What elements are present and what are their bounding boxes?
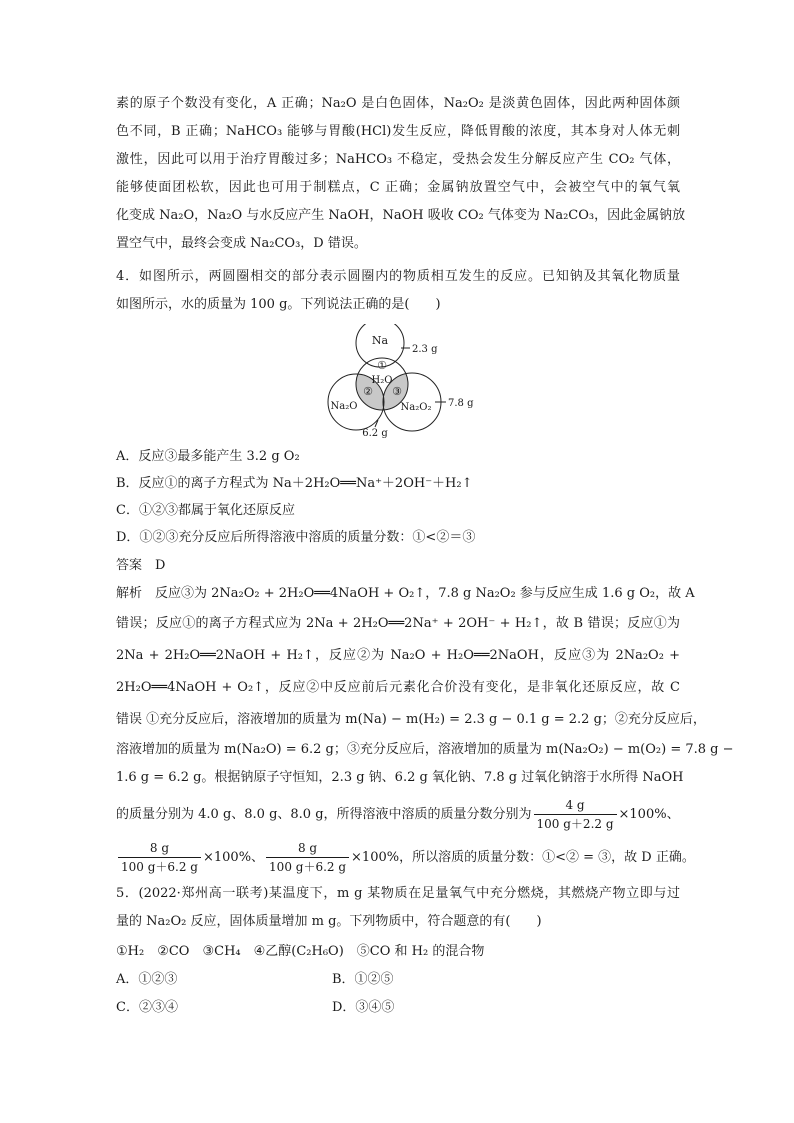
q5-option-c: C．②③④ [116,1000,178,1015]
na-mass-label: 2.3 g [412,344,438,355]
na2o2-mass-label: 7.8 g [448,398,474,409]
q5-items: ①H₂ ②CO ③CH₄ ④乙醇(C₂H₆O) ⑤CO 和 H₂ 的混合物 [116,944,485,959]
q4-analysis-line: 解析 反应③为 2Na₂O₂ + 2H₂O══4NaOH + O₂↑，7.8 g Na₂O₂ 参与反应生成 1.6 g O₂，故 A [116,586,695,601]
q4-stem-line: 4．如图所示，两圆圈相交的部分表示圆圈内的物质相互发生的反应。已知钠及其氧化物质量 [116,269,680,284]
fraction-denominator: 100 g＋2.2 g [536,817,614,831]
prev-solution-line: 素的原子个数没有变化，A 正确；Na₂O 是白色固体，Na₂O₂ 是淡黄色固体，因此两种固体颜 [116,96,680,111]
fraction-numerator: 8 g [266,841,349,858]
q4-mass-fraction-line [116,797,680,833]
mass-text: 的质量分别为 4.0 g、8.0 g、8.0 g，所得溶液中溶质的质量分数分别为 [116,807,532,822]
q4-stem-line: 如图所示，水的质量为 100 g。下列说法正确的是( ) [116,297,441,312]
prev-solution-line: 化变成 Na₂O，Na₂O 与水反应产生 NaOH，NaOH 吸收 CO₂ 气体变为 Na₂CO₃，因此金属钠放 [116,208,686,223]
prev-solution-line: 能够使面团松软，因此也可用于制糕点，C 正确；金属钠放置空气中，会被空气中的氧气氧 [116,180,680,195]
q5-option-a: A．①②③ [116,972,178,987]
fraction-denominator: 100 g＋6.2 g [269,860,347,874]
fraction-numerator: 8 g [118,841,201,858]
na2o2-label: Na₂O₂ [400,402,432,413]
percent-text: ×100%、 [618,807,680,822]
q4-analysis-line: 2Na + 2H₂O══2NaOH + H₂↑，反应②为 Na₂O + H₂O══2NaOH，反应③为 2Na₂O₂ + [116,648,680,663]
percent-text: ×100%、 [202,850,265,865]
q4-analysis-line: 错误 ①充分反应后，溶液增加的质量为 m(Na) − m(H₂) = 2.3 g − 0.1 g = 2.2 g；②充分反应后， [116,712,706,727]
reaction-3-label: ③ [392,385,402,398]
h2o-label: H₂O [371,375,393,386]
q4-option-d: D．①②③充分反应后所得溶液中溶质的质量分数：①<②＝③ [116,530,476,545]
na2o-mass-label: 6.2 g [362,428,388,439]
venn-diagram [318,324,478,439]
fraction-numerator: 4 g [534,798,617,815]
q4-fraction-line [116,840,695,876]
q4-option-a: A．反应③最多能产生 3.2 g O₂ [116,449,300,464]
q5-stem-line: 量的 Na₂O₂ 反应，固体质量增加 m g。下列物质中，符合题意的有( ) [116,914,542,929]
fraction-na [534,798,617,831]
q4-option-c: C．①②③都属于氧化还原反应 [116,503,295,518]
q4-answer: 答案 D [116,558,166,573]
reaction-1-label: ① [377,359,387,372]
q4-option-b: B．反应①的离子方程式为 Na＋2H₂O══Na⁺＋2OH⁻＋H₂↑ [116,476,473,491]
q5-option-b: B．①②⑤ [332,972,394,987]
prev-solution-line: 置空气中，最终会变成 Na₂CO₃，D 错误。 [116,236,367,251]
q4-analysis-line: 1.6 g = 6.2 g。根据钠原子守恒知，2.3 g 钠、6.2 g 氧化钠、7.8 g 过氧化钠溶于水所得 NaOH [116,770,684,785]
q4-analysis-line: 错误；反应①的离子方程式应为 2Na + 2H₂O══2Na⁺ + 2OH⁻ + H₂↑，故 B 错误；反应①为 [116,616,680,631]
q4-analysis-line: 2H₂O══4NaOH + O₂↑，反应②中反应前后元素化合价没有变化，是非氧化还原反应，故 C [116,680,680,695]
prev-solution-line: 激性，因此可以用于治疗胃酸过多；NaHCO₃ 不稳定，受热会发生分解反应产生 CO₂ 气体， [116,152,680,167]
reaction-2-label: ② [363,385,373,398]
na-label: Na [371,334,389,347]
q5-option-d: D．③④⑤ [332,1000,395,1015]
q4-analysis-line: 溶液增加的质量为 m(Na₂O) = 6.2 g；③充分反应后，溶液增加的质量为 m(Na₂O₂) − m(O₂) = 7.8 g − [116,742,734,757]
na2o-label: Na₂O [330,401,358,412]
fraction-denominator: 100 g＋6.2 g [121,860,198,874]
fraction-na2o [118,841,201,874]
conclusion-text: ×100%，所以溶质的质量分数：①<② = ③，故 D 正确。 [351,850,695,865]
fraction-na2o2 [266,841,349,874]
prev-solution-line: 色不同，B 正确；NaHCO₃ 能够与胃酸(HCl)发生反应，降低胃酸的浓度，其本身对人体无刺 [116,124,680,139]
q5-stem-line: 5．(2022·郑州高一联考)某温度下，m g 某物质在足量氧气中充分燃烧，其燃烧产物立即与过 [116,886,680,901]
